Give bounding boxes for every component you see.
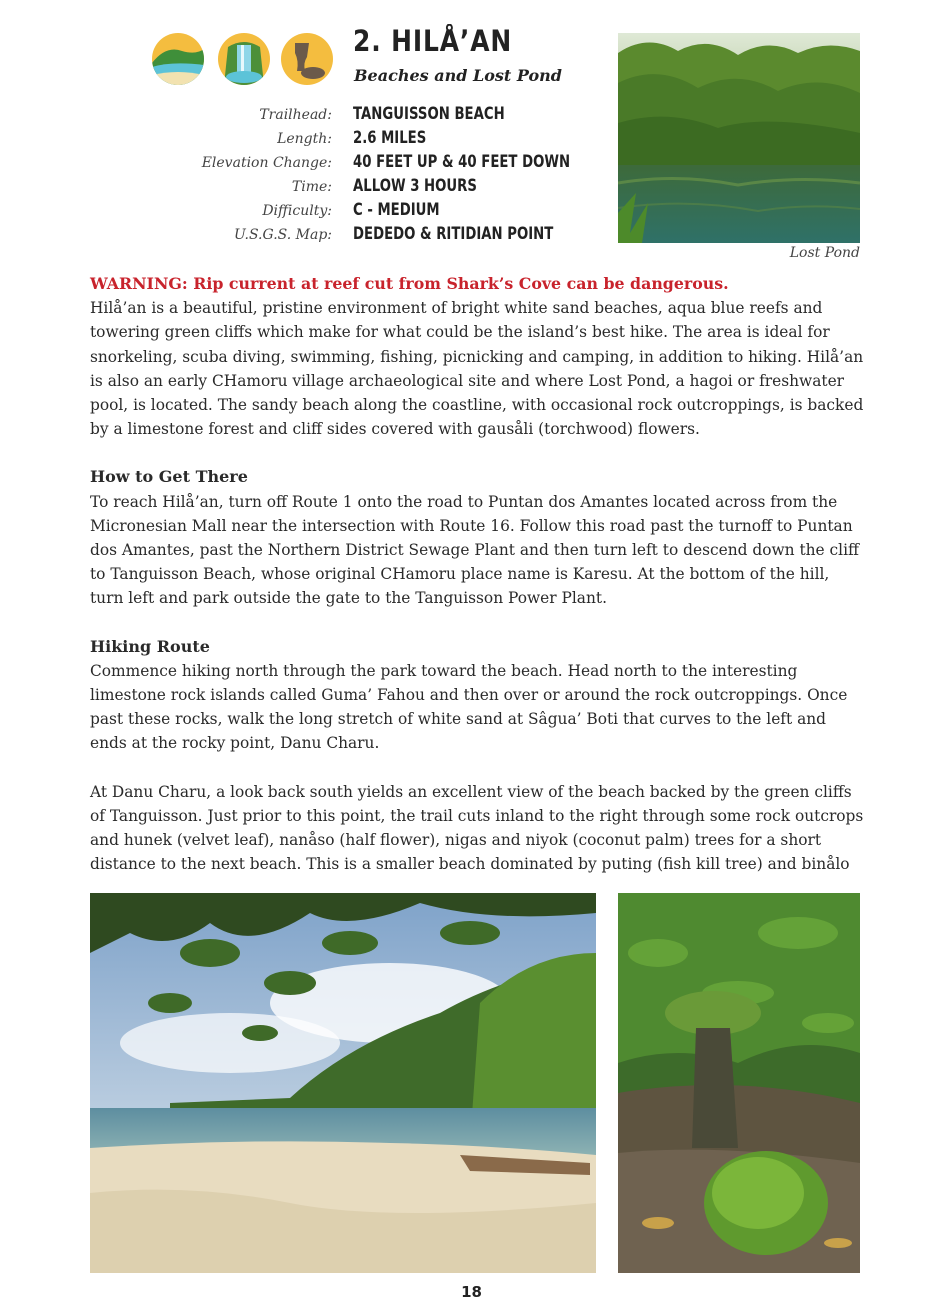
spec-label: Time: [291, 179, 332, 195]
spec-label: Trailhead: [259, 107, 332, 123]
section-heading: Hiking Route [90, 636, 210, 656]
section-paragraph: To reach Hilå’an, turn off Route 1 onto the road to Puntan dos Amantes located across from the Micronesian Mall near the intersection with Route 16. Follow this road past the turnoff to Puntan dos Amantes, past the Northern District Sewage Plant and then turn left to descend down the cliff to Tanguisson Beach, whose original CHamoru place name is Karesu. At the bottom of the hill, turn left and park outside the gate to the Tanguisson Power Plant. [90, 492, 859, 608]
beach-icon [152, 33, 204, 85]
beach-photo [90, 893, 596, 1273]
page-number: 18 [461, 1283, 482, 1301]
rock-pillar-icon [281, 33, 333, 85]
intro-paragraph: Hilå’an is a beautiful, pristine environment of bright white sand beaches, aqua blue reefs and towering green cliffs which make for what could be the island’s best hike. The area is ideal for snorkeling, scuba diving, swimming, fishing, picnicking and camping, in addition to hiking. Hilå’an is also an early CHamoru village archaeological site and where Lost Pond, a hagoi or freshwater pool, is located. The sandy beach along the coastline, with occasional rock outcroppings, is backed by a limestone forest and cliff sides covered with gausåli (torchwood) flowers. [90, 299, 864, 439]
spec-label: U.S.G.S. Map: [234, 227, 332, 243]
spec-value: 40 FEET UP & 40 FEET DOWN [353, 152, 571, 172]
section-heading: How to Get There [90, 467, 248, 487]
page-title: 2. HILÅ’AN [353, 24, 513, 58]
spec-value: C - MEDIUM [353, 200, 440, 220]
spec-value: DEDEDO & RITIDIAN POINT [353, 224, 554, 244]
spec-value: ALLOW 3 HOURS [353, 176, 477, 196]
spec-label: Length: [277, 131, 332, 147]
article-body [90, 272, 865, 876]
waterfall-icon [218, 33, 270, 85]
spec-label: Difficulty: [262, 203, 332, 219]
warning-text: WARNING: Rip current at reef cut from Shark’s Cove can be dangerous. [90, 274, 729, 293]
spec-label: Elevation Change: [201, 155, 332, 171]
photo-caption: Lost Pond [789, 245, 860, 261]
page-subtitle: Beaches and Lost Pond [354, 66, 562, 85]
lost-pond-photo [618, 33, 860, 243]
spec-value: 2.6 MILES [353, 128, 427, 148]
spec-value: TANGUISSON BEACH [353, 104, 505, 124]
section-paragraph: At Danu Charu, a look back south yields an excellent view of the beach backed by the green cliffs of Tanguisson. Just prior to this point, the trail cuts inland to the right through some rock outcrops and hunek (velvet leaf), nanåso (half flower), nigas and niyok (coconut palm) trees for a short distance to the next beach. This is a smaller beach dominated by puting (fish kill tree) and binålo [90, 782, 864, 874]
latte-stone-photo [618, 893, 860, 1273]
section-paragraph: Commence hiking north through the park toward the beach. Head north to the interesting limestone rock islands called Guma’ Fahou and then over or around the rock outcroppings. Once past these rocks, walk the long stretch of white sand at Sâgua’ Boti that curves to the left and ends at the rocky point, Danu Charu. [90, 661, 848, 753]
